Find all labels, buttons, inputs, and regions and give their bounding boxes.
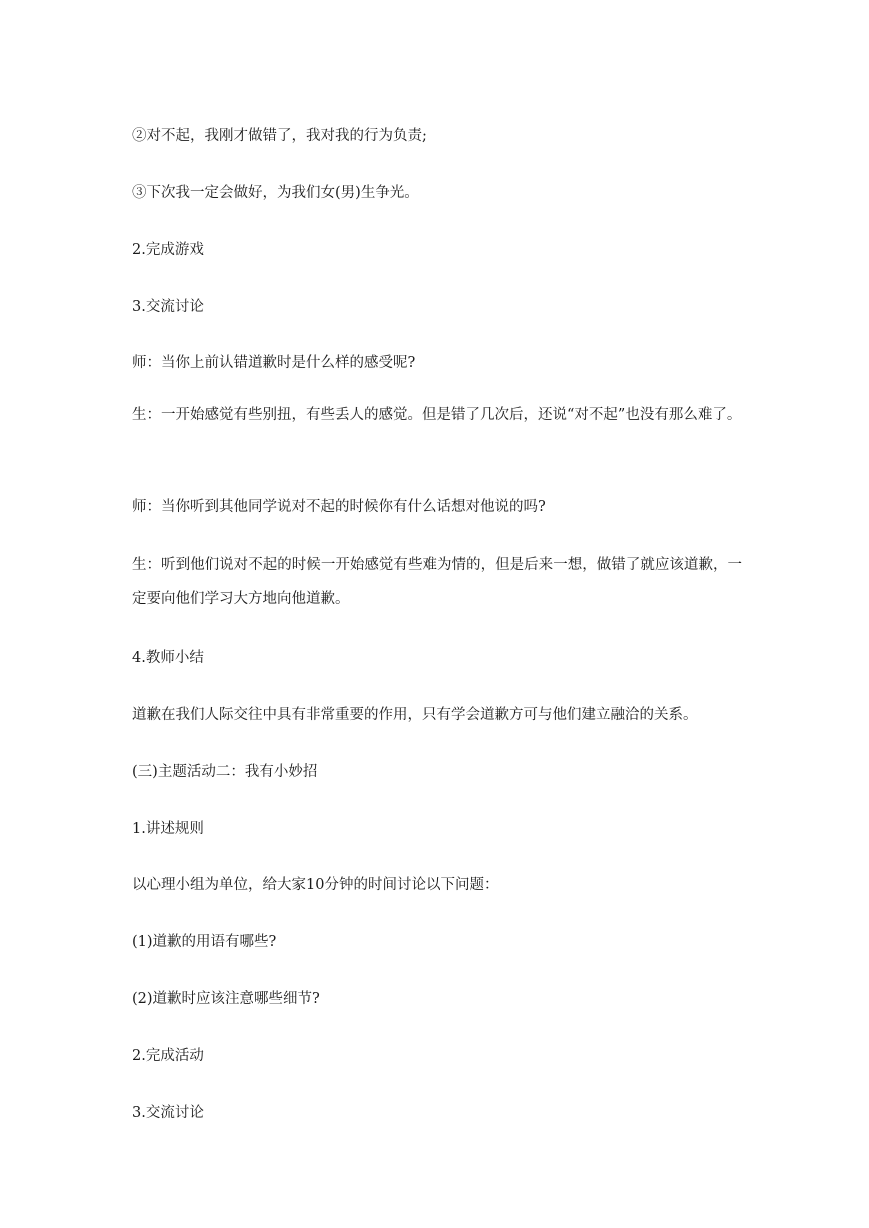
heading-discussion-1: 3.交流讨论 xyxy=(132,299,204,315)
paragraph-apology-step-2: ②对不起，我刚才做错了，我对我的行为负责; xyxy=(132,128,427,144)
paragraph-student-answer-2: 生：听到他们说对不起的时候一开始感觉有些难为情的，但是后来一想，做错了就应该道歉，一定要向他们学习大方地向他道歉。 xyxy=(132,557,742,607)
paragraph-teacher-question-1: 师：当你上前认错道歉时是什么样的感受呢? xyxy=(132,355,416,371)
heading-teacher-summary: 4.教师小结 xyxy=(132,650,204,666)
heading-theme-activity-2: (三)主题活动二：我有小妙招 xyxy=(132,764,318,780)
paragraph-summary: 道歉在我们人际交往中具有非常重要的作用，只有学会道歉方可与他们建立融洽的关系。 xyxy=(132,707,698,723)
paragraph-apology-step-3: ③下次我一定会做好，为我们女(男)生争光。 xyxy=(132,185,419,201)
paragraph-teacher-question-2: 师：当你听到其他同学说对不起的时候你有什么话想对他说的吗? xyxy=(132,499,546,515)
list-item-question-1: (1)道歉的用语有哪些? xyxy=(132,934,277,950)
list-item-question-2: (2)道歉时应该注意哪些细节? xyxy=(132,991,320,1007)
paragraph-student-answer-1: 生：一开始感觉有些别扭，有些丢人的感觉。但是错了几次后，还说“对不起”也没有那么难了。 xyxy=(132,407,742,423)
paragraph-group-task: 以心理小组为单位，给大家10分钟的时间讨论以下问题： xyxy=(132,877,499,893)
heading-complete-activity: 2.完成活动 xyxy=(132,1048,204,1064)
heading-complete-game: 2.完成游戏 xyxy=(132,242,204,258)
heading-describe-rules: 1.讲述规则 xyxy=(132,821,204,837)
heading-discussion-2: 3.交流讨论 xyxy=(132,1105,204,1121)
